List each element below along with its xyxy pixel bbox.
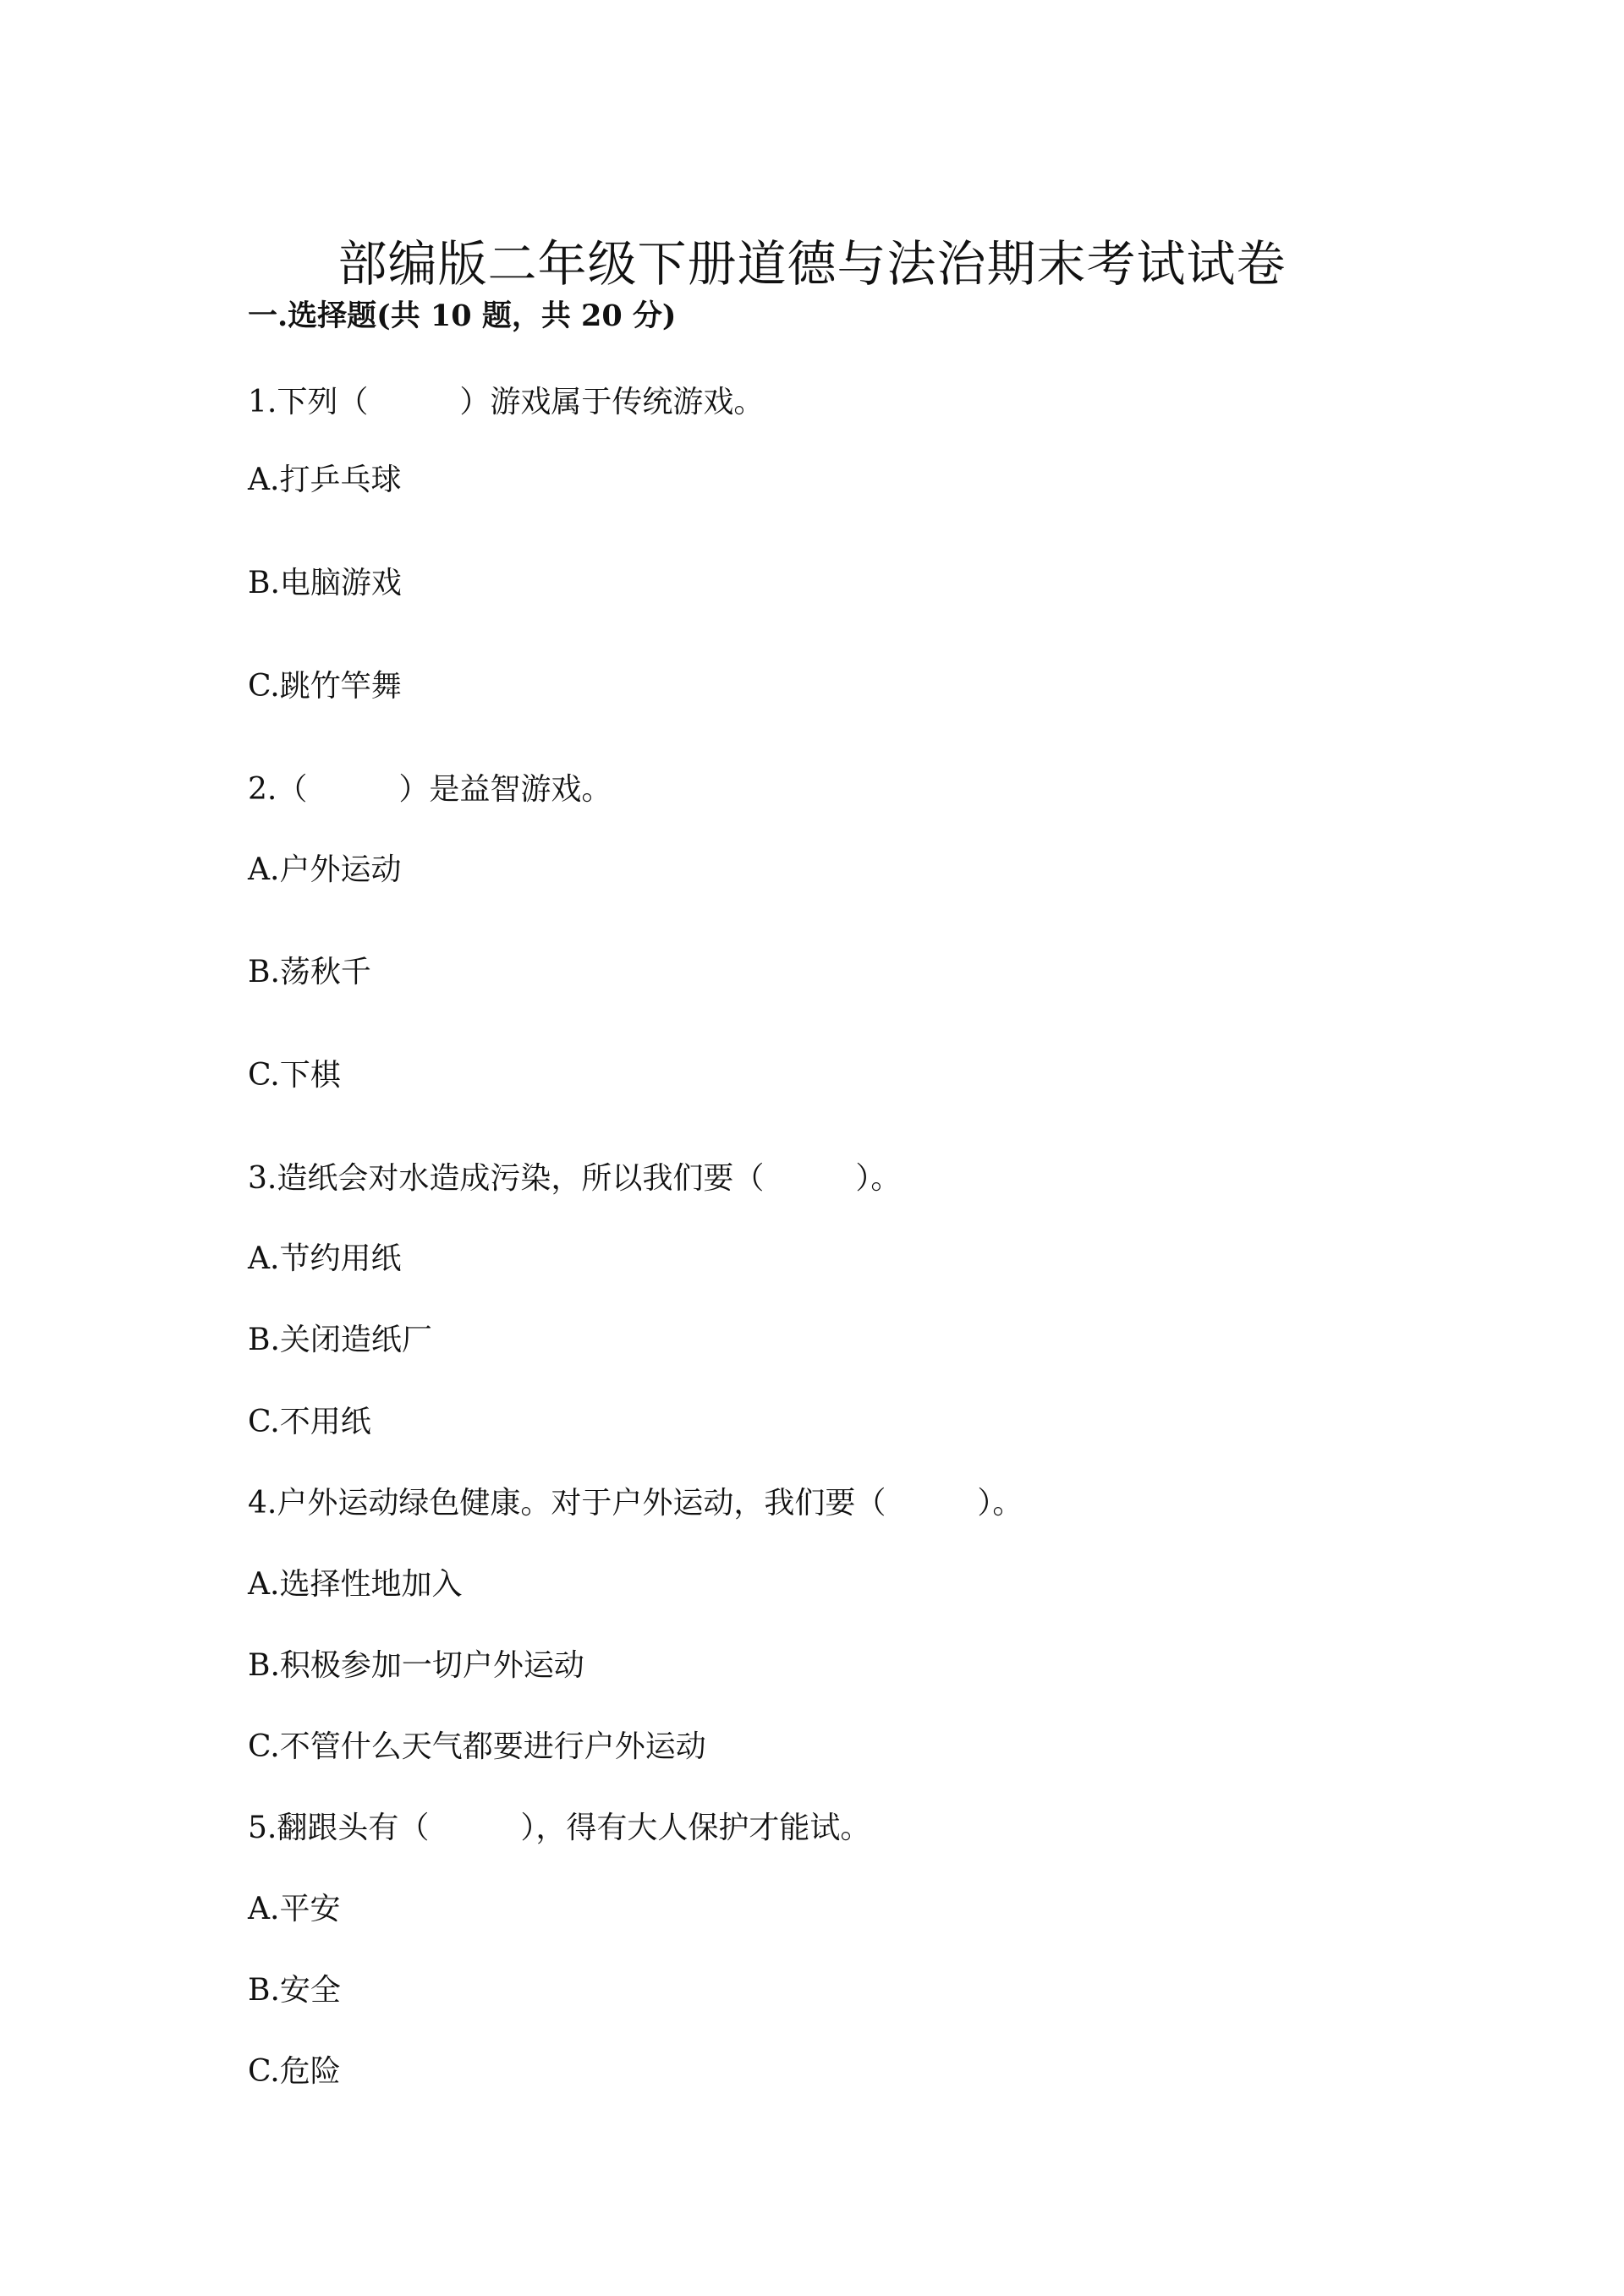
option-b: B.关闭造纸厂: [248, 1323, 432, 1357]
option-c: C.不用纸: [248, 1405, 371, 1439]
page-title: 部编版二年级下册道德与法治期末考试试卷: [337, 234, 1287, 293]
option-b: B.荡秋千: [248, 955, 371, 989]
option-a: A.选择性地加入: [248, 1567, 463, 1602]
option-a: A.户外运动: [248, 852, 402, 887]
option-c: C.不管什么天气都要进行户外运动: [248, 1729, 706, 1764]
option-a: A.节约用纸: [248, 1241, 402, 1276]
option-b: B.安全: [248, 1973, 341, 2008]
option-c: C.危险: [248, 2054, 341, 2089]
option-b: B.电脑游戏: [248, 566, 402, 600]
option-c: C.下棋: [248, 1058, 341, 1093]
section-heading: 一.选择题(共 10 题，共 20 分): [248, 299, 677, 333]
question-stem: 2.（ ）是益智游戏。: [248, 772, 612, 807]
option-b: B.积极参加一切户外运动: [248, 1648, 584, 1683]
question-stem: 4.户外运动绿色健康。对于户外运动，我们要（ ）。: [248, 1486, 1023, 1521]
option-a: A.平安: [248, 1892, 341, 1926]
option-a: A.打乒乓球: [248, 463, 402, 497]
option-c: C.跳竹竿舞: [248, 669, 402, 704]
question-stem: 1.下列（ ）游戏属于传统游戏。: [248, 385, 765, 419]
question-stem: 3.造纸会对水造成污染，所以我们要（ ）。: [248, 1161, 902, 1196]
question-stem: 5.翻跟头有（ ），得有大人保护才能试。: [248, 1811, 871, 1845]
